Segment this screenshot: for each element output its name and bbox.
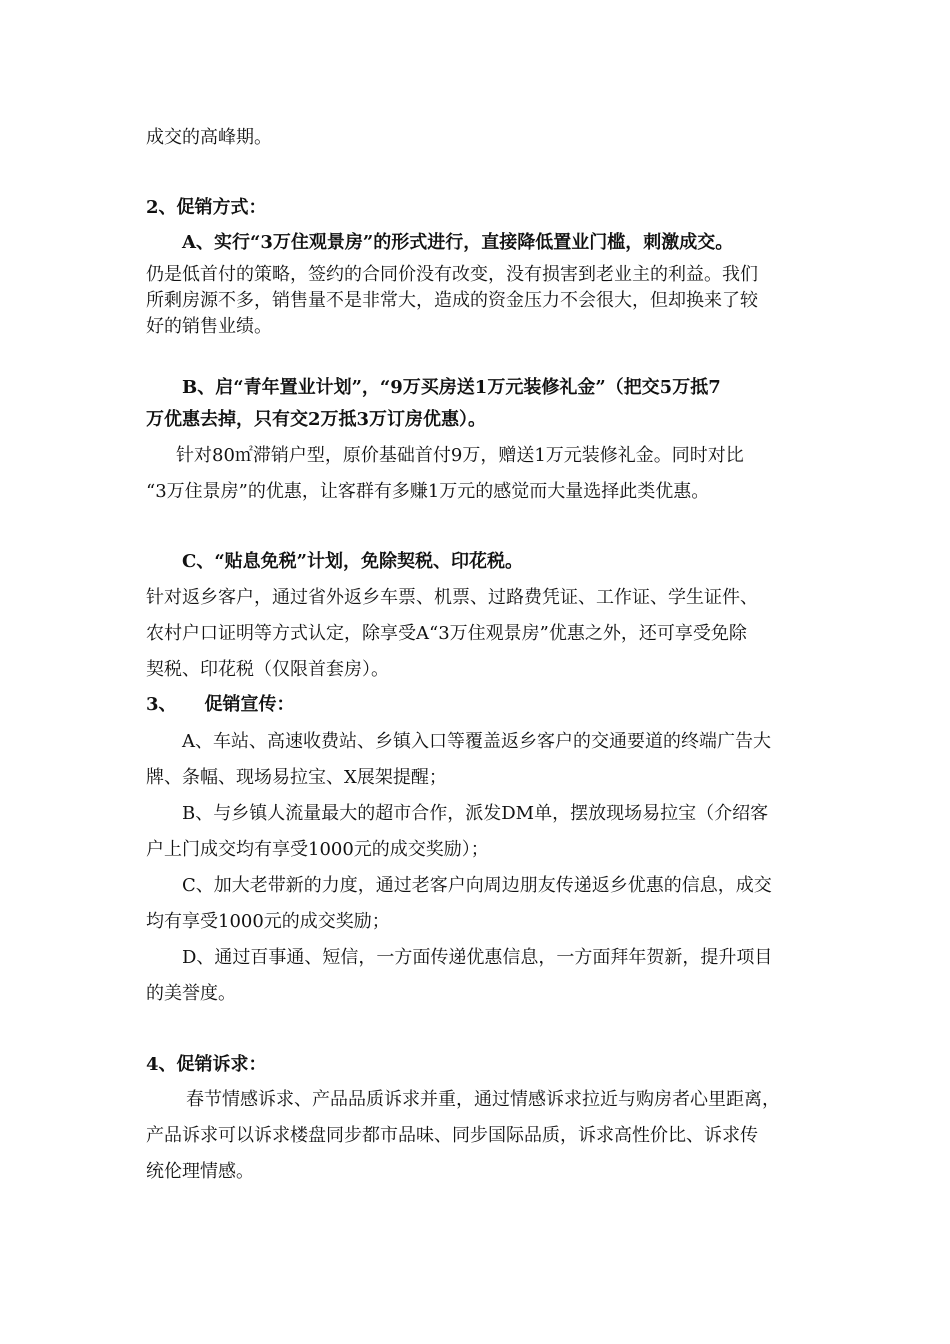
- section-3-number: 3、: [146, 694, 177, 715]
- section-2c-title: C、“贴息免税”计划，免除契税、印花税。: [182, 551, 524, 572]
- intro-line: 成交的高峰期。: [146, 127, 272, 148]
- section-3-title: 促销宣传：: [204, 694, 295, 715]
- section-4-body-line: 春节情感诉求、产品品质诉求并重，通过情感诉求拉近与购房者心里距离，: [186, 1089, 780, 1110]
- section-3-item-line: D、通过百事通、短信，一方面传递优惠信息，一方面拜年贺新，提升项目: [182, 947, 773, 968]
- section-2a-title: A、实行“3万住观景房”的形式进行，直接降低置业门槛，刺激成交。: [182, 232, 734, 253]
- section-2b-title-line: 万优惠去掉，只有交2万抵3万订房优惠）。: [146, 409, 487, 430]
- section-2c-body-line: 契税、印花税（仅限首套房）。: [146, 659, 389, 680]
- section-3-item-line: C、加大老带新的力度，通过老客户向周边朋友传递返乡优惠的信息，成交: [182, 875, 772, 896]
- section-2b-body-line: “3万住景房”的优惠，让客群有多赚1万元的感觉而大量选择此类优惠。: [146, 481, 710, 502]
- section-2c-body-line: 农村户口证明等方式认定，除享受A“3万住观景房”优惠之外，还可享受免除: [146, 623, 747, 644]
- section-3-item-line: 的美誉度。: [146, 983, 236, 1004]
- section-4-heading: 4、促销诉求：: [146, 1054, 267, 1075]
- section-4-body-line: 产品诉求可以诉求楼盘同步都市品味、同步国际品质，诉求高性价比、诉求传: [146, 1125, 758, 1146]
- section-3-item-line: 均有享受1000元的成交奖励；: [146, 911, 390, 932]
- section-3-item-line: A、车站、高速收费站、乡镇入口等覆盖返乡客户的交通要道的终端广告大: [182, 731, 771, 752]
- section-3-heading: [146, 693, 910, 717]
- section-2a-body-line: 好的销售业绩。: [146, 316, 272, 337]
- section-2a-body-line: 所剩房源不多，销售量不是非常大，造成的资金压力不会很大，但却换来了较: [146, 290, 758, 311]
- section-3-item-line: 牌、条幅、现场易拉宝、X展架提醒；: [146, 767, 447, 788]
- section-2a-body-line: 仍是低首付的策略，签约的合同价没有改变，没有损害到老业主的利益。我们: [146, 264, 758, 285]
- section-2c-body-line: 针对返乡客户，通过省外返乡车票、机票、过路费凭证、工作证、学生证件、: [146, 587, 758, 608]
- section-3-item-line: B、与乡镇人流量最大的超市合作，派发DM单，摆放现场易拉宝（介绍客: [182, 803, 769, 824]
- section-4-body-line: 统伦理情感。: [146, 1161, 254, 1182]
- section-2b-body-line: 针对80㎡滞销户型，原价基础首付9万，赠送1万元装修礼金。同时对比: [176, 445, 744, 466]
- section-2b-title-line: B、启“青年置业计划”，“9万买房送1万元装修礼金”（把交5万抵7: [182, 377, 721, 398]
- section-2-heading: 2、促销方式：: [146, 197, 267, 218]
- section-3-item-line: 户上门成交均有享受1000元的成交奖励）；: [146, 839, 489, 860]
